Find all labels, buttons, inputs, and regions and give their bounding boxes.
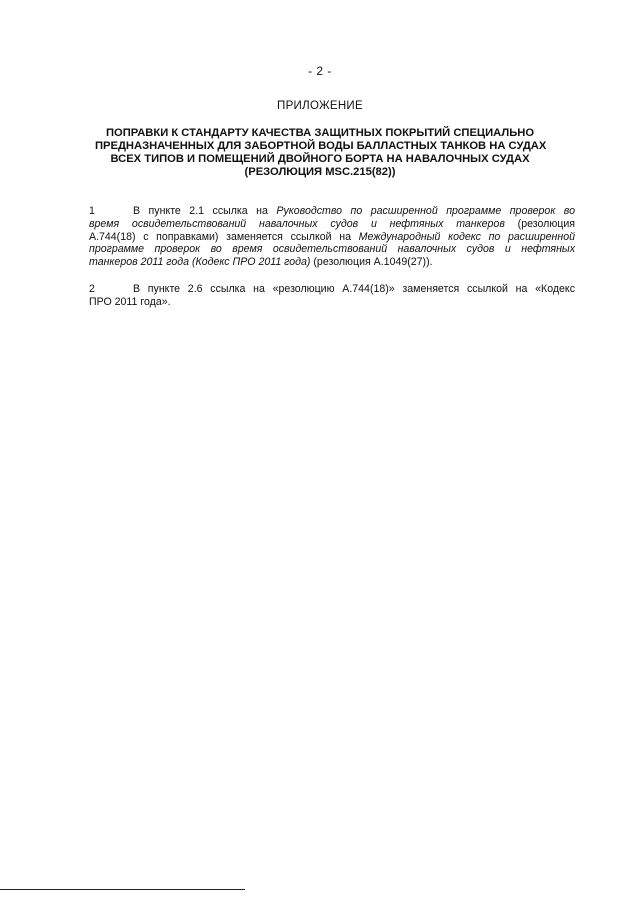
paragraph-number: 2 <box>89 283 95 295</box>
footer-rule <box>0 889 245 890</box>
text-italic: время освидетельствований навалочных судов и нефтяных танкеров <box>89 217 505 230</box>
text-normal: ПРО 2011 года». <box>89 295 171 308</box>
title-line: ПОПРАВКИ К СТАНДАРТУ КАЧЕСТВА ЗАЩИТНЫХ ПОКРЫТИЙ СПЕЦИАЛЬНО <box>105 127 535 139</box>
text-italic: танкеров 2011 года (Кодекс ПРО 2011 года) <box>89 256 311 269</box>
title-line: ВСЕХ ТИПОВ И ПОМЕЩЕНИЙ ДВОЙНОГО БОРТА НА НАВАЛОЧНЫХ СУДАХ <box>110 153 530 165</box>
title-line: (РЕЗОЛЮЦИЯ MSC.215(82)) <box>244 166 396 178</box>
document-title <box>95 127 545 179</box>
text-after: (резолюция <box>504 217 575 230</box>
paragraph-line <box>89 243 575 256</box>
paragraph-line <box>89 296 575 309</box>
title-line: ПРЕДНАЗНАЧЕННЫХ ДЛЯ ЗАБОРТНОЙ ВОДЫ БАЛЛАСТНЫХ ТАНКОВ НА СУДАХ <box>95 140 547 152</box>
page-number: - 2 - <box>308 64 332 78</box>
paragraph-line <box>89 218 575 231</box>
annex-label: ПРИЛОЖЕНИЕ <box>277 100 363 112</box>
paragraph-line <box>89 205 575 218</box>
text-italic: Международный кодекс по расширенной <box>358 230 575 243</box>
paragraph-line <box>89 231 575 244</box>
paragraph-line <box>89 283 575 296</box>
paragraph-2 <box>89 283 575 309</box>
paragraph-number: 1 <box>89 205 95 217</box>
text-after: (резолюция А.1049(27)). <box>310 256 433 269</box>
paragraph-line <box>89 256 575 269</box>
text-normal: В пункте 2.1 ссылка на <box>133 205 277 217</box>
text-normal: А.744(18) с поправками) заменяется ссылкой на <box>89 230 359 243</box>
text-normal: В пункте 2.6 ссылка на «резолюцию А.744(18)» заменяется ссылкой на «Кодекс <box>133 283 575 295</box>
paragraph-1 <box>89 205 575 269</box>
text-italic: программе проверок во время освидетельствований навалочных судов и нефтяных <box>89 243 575 256</box>
text-italic: Руководство по расширенной программе проверок во <box>276 205 575 217</box>
